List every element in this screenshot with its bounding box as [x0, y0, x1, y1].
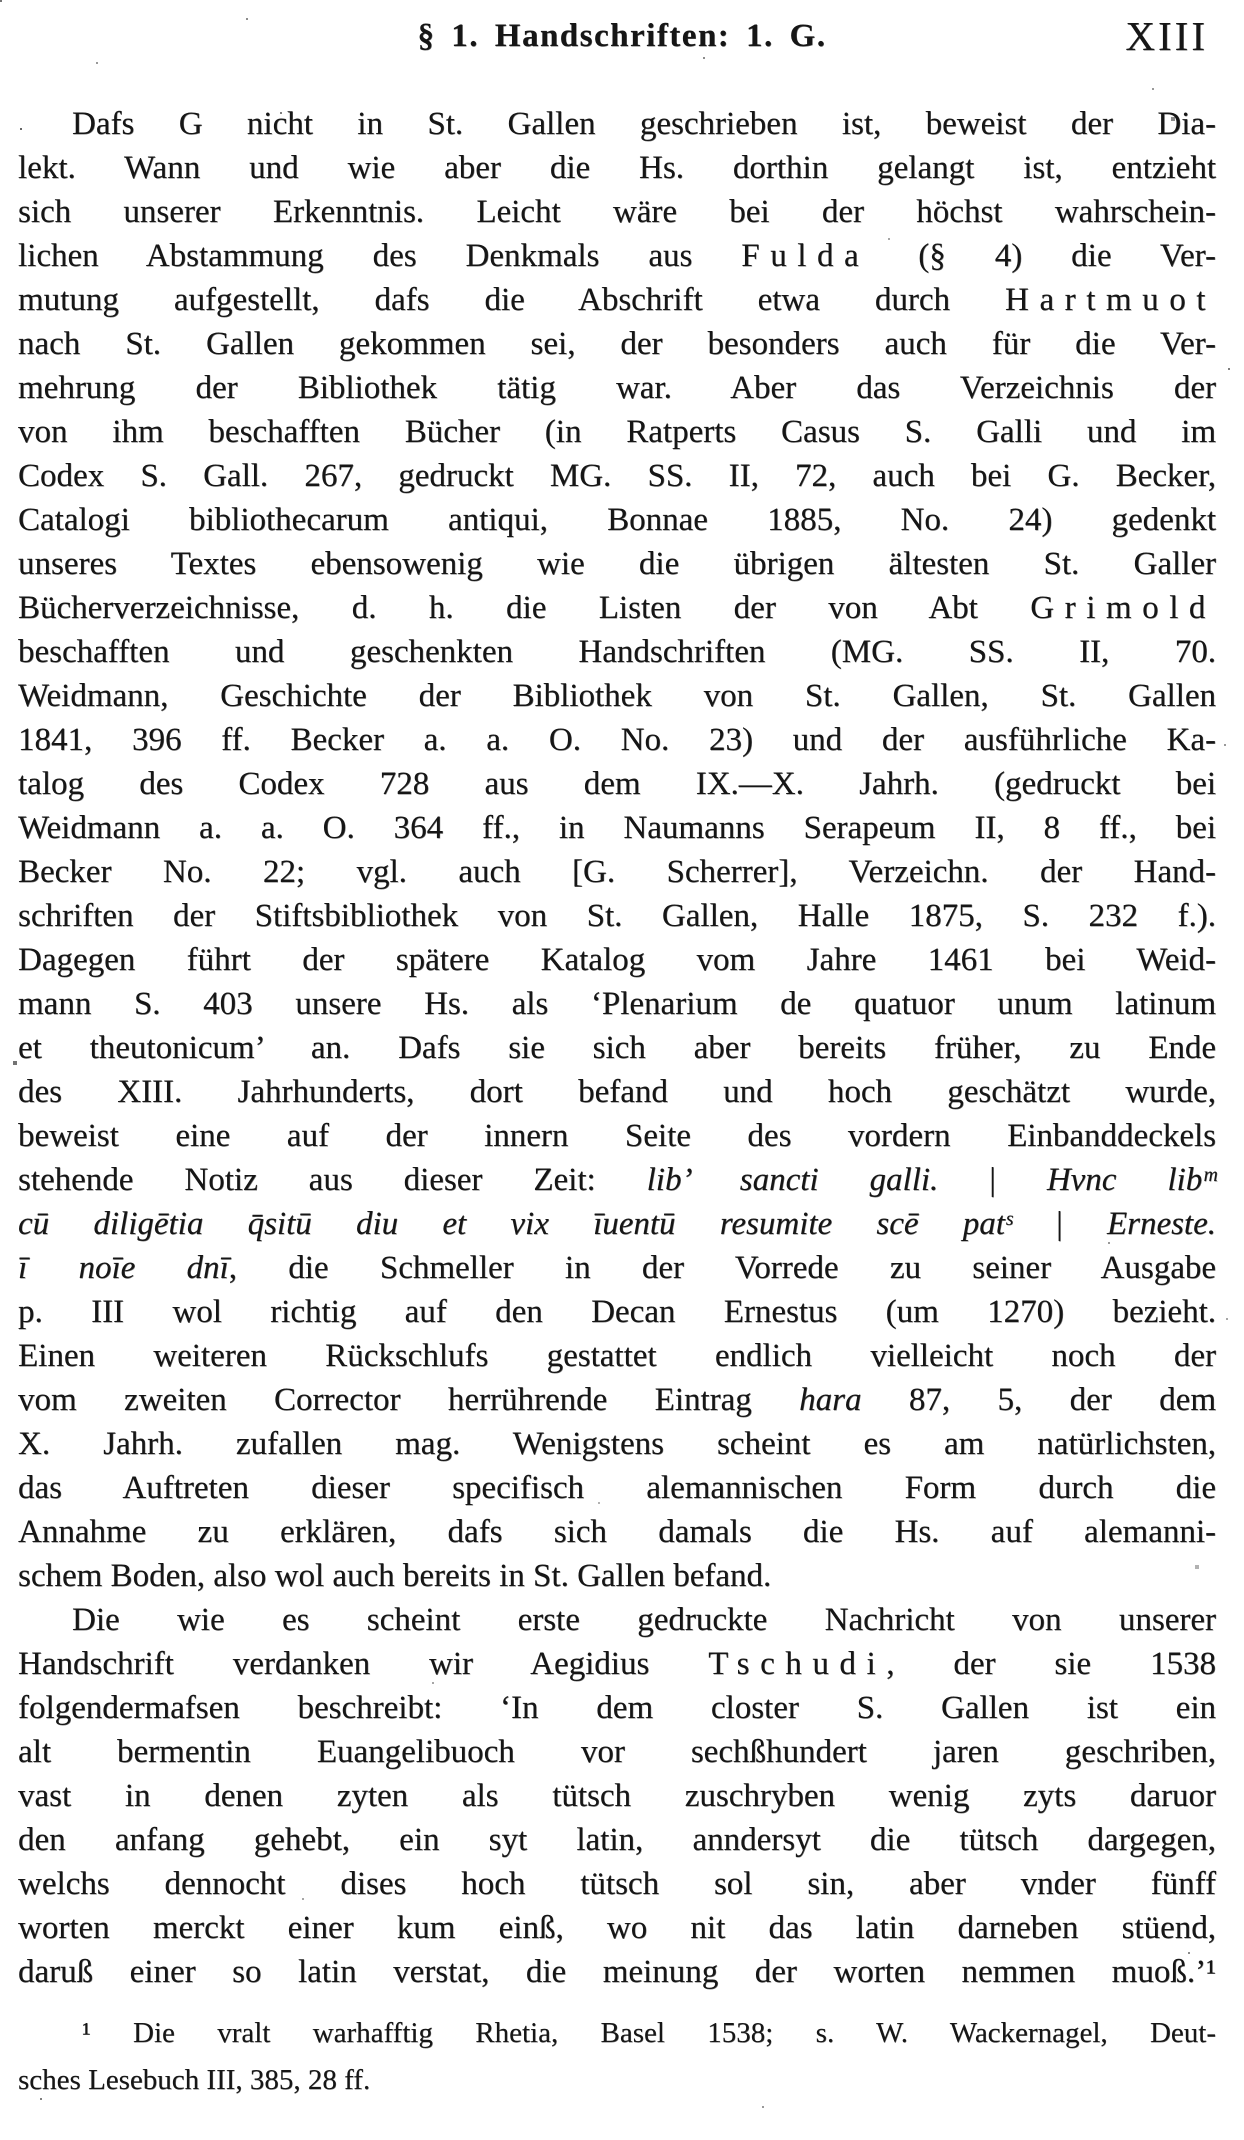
text-run: daruß einer so latin verstat, die meinung der worten nemmen muoß.’¹ — [18, 1954, 1216, 1990]
text-line — [18, 1070, 1216, 1114]
text-run: (§ 4) die Ver- — [869, 238, 1216, 274]
text-run: et theutonicum’ an. Dafs sie sich aber bereits früher, zu Ende — [18, 1030, 1216, 1066]
text-run: lekt. Wann und wie aber die Hs. dorthin gelangt ist, entzieht — [18, 150, 1216, 186]
italic-text: ī noīe dnī — [18, 1250, 229, 1286]
text-run: Codex S. Gall. 267, gedruckt MG. SS. II, 72, auch bei G. Becker, — [18, 458, 1216, 494]
text-line — [18, 894, 1216, 938]
italic-text: Hvnc libᵐ — [1046, 1162, 1216, 1198]
text-line — [18, 1510, 1216, 1554]
italic-text: hara — [799, 1382, 862, 1418]
text-line — [18, 366, 1216, 410]
page-number: XIII — [1125, 13, 1208, 59]
text-line — [18, 278, 1216, 322]
text-line — [18, 1598, 1216, 1642]
text-line — [18, 2057, 1216, 2104]
text-line — [18, 1906, 1216, 1950]
text-run: talog des Codex 728 aus dem IX.—X. Jahrh. (gedruckt bei — [18, 766, 1216, 802]
text-run: Catalogi bibliothecarum antiqui, Bonnae 1885, No. 24) gedenkt — [18, 502, 1216, 538]
text-line — [18, 1642, 1216, 1686]
italic-text: Erneste. — [1106, 1206, 1216, 1242]
text-run: Die wie es scheint erste gedruckte Nachricht von unserer — [72, 1602, 1216, 1638]
text-run: X. Jahrh. zufallen mag. Wenigstens scheint es am natürlichsten, — [18, 1426, 1216, 1462]
text-line — [18, 498, 1216, 542]
paragraph — [18, 102, 1216, 1598]
text-line — [18, 806, 1216, 850]
text-run: vom zweiten Corrector herrührende Eintrag — [18, 1382, 800, 1418]
text-run: Annahme zu erklären, dafs sich damals die Hs. auf alemanni- — [18, 1514, 1216, 1550]
text-run: beweist eine auf der innern Seite des vordern Einbanddeckels — [18, 1118, 1216, 1154]
text-line — [18, 718, 1216, 762]
text-line — [18, 102, 1216, 146]
text-run: lichen Abstammung des Denkmals aus — [18, 238, 742, 274]
text-run: von ihm beschafften Bücher (in Ratperts Casus S. Galli und im — [18, 414, 1216, 450]
text-line — [18, 542, 1216, 586]
text-line — [18, 190, 1216, 234]
text-line — [18, 454, 1216, 498]
section-title: § 1. Handschriften: 1. G. — [417, 18, 827, 54]
text-run: sches Lesebuch III, 385, 28 ff. — [18, 2064, 371, 2096]
text-line — [18, 1730, 1216, 1774]
text-line — [18, 2010, 1216, 2057]
text-run: Weidmann, Geschichte der Bibliothek von St. Gallen, St. Gallen — [18, 678, 1216, 714]
text-line — [18, 1686, 1216, 1730]
text-line — [18, 1774, 1216, 1818]
text-line — [18, 1026, 1216, 1070]
text-run: sich unserer Erkenntnis. Leicht wäre bei der höchst wahrschein- — [18, 194, 1216, 230]
text-run: des XIII. Jahrhunderts, dort befand und hoch geschätzt wurde, — [18, 1074, 1216, 1110]
text-run: , die Schmeller in der Vorrede zu seiner Ausgabe — [228, 1250, 1216, 1286]
text-run: stehende Notiz aus dieser Zeit: — [18, 1162, 647, 1198]
text-line — [18, 982, 1216, 1026]
text-run: den anfang gehebt, ein syt latin, anndersyt die tütsch dargegen, — [18, 1822, 1216, 1858]
footnote — [0, 2010, 1244, 2104]
text-run: Dagegen führt der spätere Katalog vom Jahre 1461 bei Weid- — [18, 942, 1216, 978]
text-run: ¹ Die vralt warhafftig Rhetia, Basel 1538; s. W. Wackernagel, Deut- — [82, 2017, 1216, 2049]
text-run: | — [1011, 1206, 1107, 1242]
text-run: schem Boden, also wol auch bereits in St. Gallen befand. — [18, 1558, 772, 1594]
text-run: Handschrift verdanken wir Aegidius — [18, 1646, 709, 1682]
text-line — [18, 1950, 1216, 1994]
text-run: mutung aufgestellt, dafs die Abschrift etwa durch — [18, 282, 1006, 318]
text-run: unseres Textes ebensowenig wie die übrigen ältesten St. Galler — [18, 546, 1216, 582]
text-line — [18, 1818, 1216, 1862]
text-run: 1841, 396 ff. Becker a. a. O. No. 23) und der ausführliche Ka- — [18, 722, 1216, 758]
text-line — [18, 1290, 1216, 1334]
text-run: alt bermentin Euangelibuoch vor sechßhundert jaren geschriben, — [18, 1734, 1216, 1770]
text-line — [18, 938, 1216, 982]
text-run: | — [938, 1162, 1047, 1198]
text-run: Weidmann a. a. O. 364 ff., in Naumanns Serapeum II, 8 ff., bei — [18, 810, 1216, 846]
text-line — [18, 1378, 1216, 1422]
text-run: Becker No. 22; vgl. auch [G. Scherrer], Verzeichn. der Hand- — [18, 854, 1216, 890]
text-run: , der sie 1538 — [886, 1646, 1217, 1682]
text-line — [18, 674, 1216, 718]
text-line — [18, 1158, 1216, 1202]
text-run: welchs dennocht dises hoch tütsch sol sin, aber vnder fünff — [18, 1866, 1216, 1902]
spaced-name: Tschudi — [708, 1646, 887, 1682]
italic-text: cū diligētia q̄sitū diu et vix īuentū resumite scē patˢ — [18, 1206, 1012, 1242]
text-run: p. III wol richtig auf den Decan Ernestus (um 1270) bezieht. — [18, 1294, 1216, 1330]
running-head — [0, 0, 1244, 92]
text-line — [18, 1422, 1216, 1466]
text-line — [18, 146, 1216, 190]
spaced-name: Hartmuot — [1005, 282, 1216, 318]
text-line — [18, 630, 1216, 674]
text-line — [18, 586, 1216, 630]
spaced-name: Fulda — [741, 238, 870, 274]
text-run: mann S. 403 unsere Hs. als ‘Plenarium de quatuor unum latinum — [18, 986, 1216, 1022]
text-run: mehrung der Bibliothek tätig war. Aber das Verzeichnis der — [18, 370, 1216, 406]
text-line — [18, 1554, 1216, 1598]
text-run: Einen weiteren Rückschlufs gestattet endlich vielleicht noch der — [18, 1338, 1216, 1374]
text-line — [18, 322, 1216, 366]
text-line — [18, 762, 1216, 806]
text-line — [18, 1334, 1216, 1378]
text-run: das Auftreten dieser specifisch alemannischen Form durch die — [18, 1470, 1216, 1506]
text-run: worten merckt einer kum einß, wo nit das latin darneben stüend, — [18, 1910, 1216, 1946]
text-run: Dafs G nicht in St. Gallen geschrieben ist, beweist der Dia- — [72, 106, 1216, 142]
text-run: Bücherverzeichnisse, d. h. die Listen der von Abt — [18, 590, 1031, 626]
text-line — [18, 410, 1216, 454]
italic-text: lib’ sancti galli. — [646, 1162, 939, 1198]
text-line — [18, 850, 1216, 894]
text-run: nach St. Gallen gekommen sei, der besonders auch für die Ver- — [18, 326, 1216, 362]
text-line — [18, 1862, 1216, 1906]
text-line — [18, 1202, 1216, 1246]
text-run: schriften der Stiftsbibliothek von St. Gallen, Halle 1875, S. 232 f.). — [18, 898, 1216, 934]
body-text — [0, 92, 1244, 1994]
text-run: beschafften und geschenkten Handschriften (MG. SS. II, 70. — [18, 634, 1216, 670]
text-run: 87, 5, der dem — [861, 1382, 1216, 1418]
text-line — [18, 1246, 1216, 1290]
text-line — [18, 234, 1216, 278]
spaced-name: Grimold — [1030, 590, 1216, 626]
text-line — [18, 1466, 1216, 1510]
text-line — [18, 1114, 1216, 1158]
paragraph — [18, 1598, 1216, 1994]
text-run: vast in denen zyten als tütsch zuschryben wenig zyts daruor — [18, 1778, 1216, 1814]
text-run: folgendermafsen beschreibt: ‘In dem closter S. Gallen ist ein — [18, 1690, 1216, 1726]
